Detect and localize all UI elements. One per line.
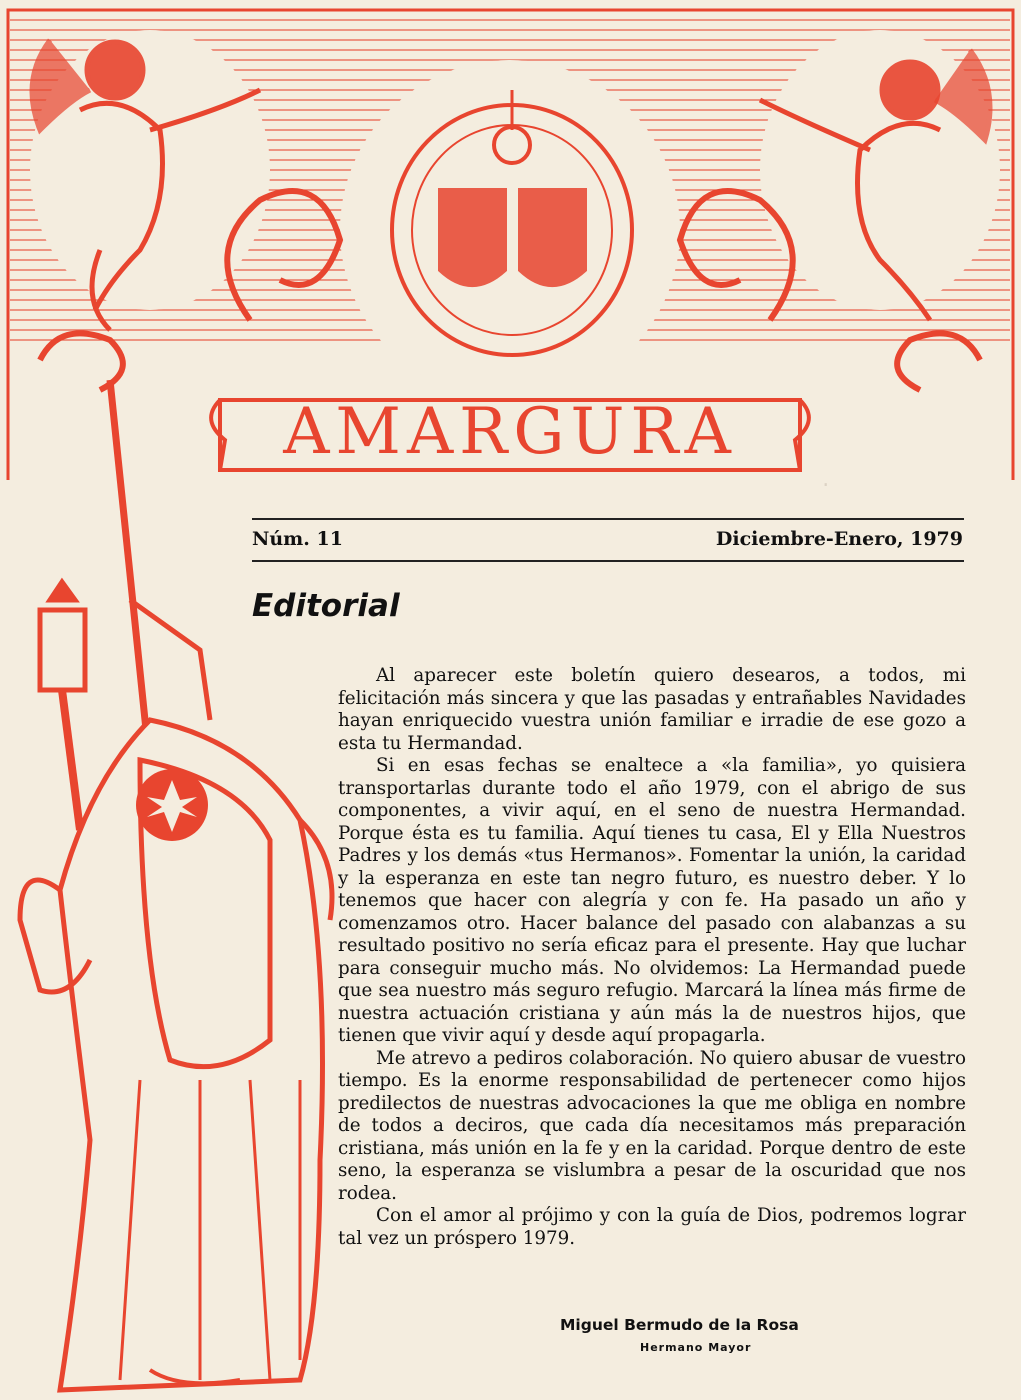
editorial-paragraph: Al aparecer este boletín quiero desearos, a todos, mi felicitación más sincera y que las pasadas y entrañables Navidades hayan enriquecido vuestra unión familiar e irradie de ese gozo a esta tu Hermandad. xyxy=(338,665,966,754)
signature-name: Miguel Bermudo de la Rosa xyxy=(560,1316,799,1334)
issue-date: Diciembre-Enero, 1979 xyxy=(715,528,963,550)
maltese-cross-icon xyxy=(136,769,208,841)
editorial-paragraph: Con el amor al prójimo y con la guía de Dios, podremos lograr tal vez un próspero 1979. xyxy=(338,1205,966,1249)
nazareno-illustration xyxy=(0,360,340,1400)
top-rule xyxy=(252,518,964,520)
bleed-through-text: . xyxy=(820,470,833,492)
signature-role: Hermano Mayor xyxy=(640,1341,752,1354)
bottom-rule xyxy=(252,560,964,562)
masthead-title: AMARGURA xyxy=(283,395,737,469)
editorial-paragraph: Si en esas fechas se enaltece a «la familia», yo quisiera transportarlas durante todo el año 1979, con el abrigo de sus componentes, a vivir aquí, en el seno de nuestra Hermandad. Porque ésta es tu familia. Aquí tienes tu casa, El y Ella Nuestros Padres y los demás «tus Hermanos». Fomentar la unión, la caridad y la esperanza en este tan negro futuro, es nuestro deber. Y lo tenemos que hacer con alegría y con fe. Ha pasado un año y comenzamos otro. Hacer balance del pasado con alabanzas a su resultado positivo no sería eficaz para el presente. Hay que luchar para conseguir mucho más. No olvidemos: La Hermandad puede que sea nuestro más seguro refugio. Marcará la línea más firme de nuestra actuación cristiana y aún más la de nuestros hijos, que tienen que vivir aquí y desde aquí propagarla. xyxy=(338,755,966,1046)
issue-number: Núm. 11 xyxy=(252,528,343,550)
editorial-body xyxy=(338,665,966,1250)
editorial-heading: Editorial xyxy=(252,588,400,624)
editorial-paragraph: Me atrevo a pediros colaboración. No quiero abusar de vuestro tiempo. Es la enorme responsabilidad de pertenecer como hijos predilectos de nuestras advocaciones la que me obliga en nombre de todos a deciros, que cada día necesitamos más preparación cristiana, más unión en la fe y en la caridad. Porque dentro de este seno, la esperanza se vislumbra a pesar de la oscuridad que nos rodea. xyxy=(338,1047,966,1204)
lantern-icon xyxy=(40,582,85,830)
